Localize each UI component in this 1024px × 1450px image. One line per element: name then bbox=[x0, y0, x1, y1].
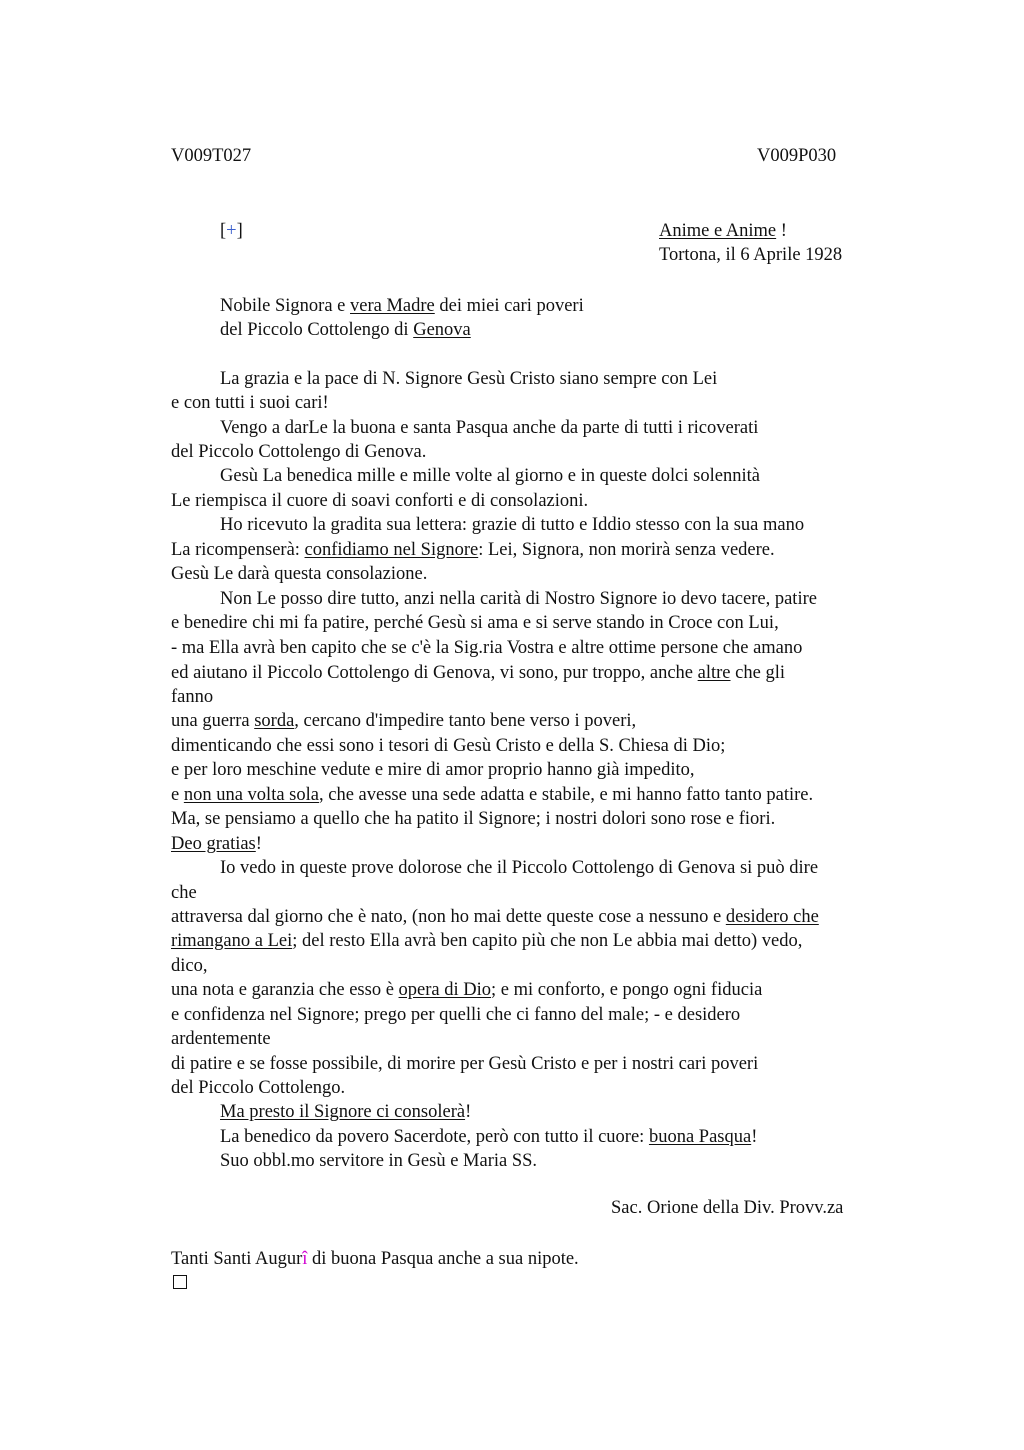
body-line: fanno bbox=[171, 687, 214, 707]
body-line: e non una volta sola, che avesse una sede adatta e stabile, e mi hanno fatto tanto patire. bbox=[171, 785, 814, 805]
postscript: Tanti Santi Augurî di buona Pasqua anche a sua nipote. bbox=[171, 1249, 579, 1269]
body-line: Non Le posso dire tutto, anzi nella carità di Nostro Signore io devo tacere, patire bbox=[220, 589, 817, 609]
marker-open-bracket: [ bbox=[220, 221, 227, 241]
body-line: - ma Ella avrà ben capito che se c'è la Sig.ria Vostra e altre ottime persone che amano bbox=[171, 638, 803, 658]
body-line: Io vedo in queste prove dolorose che il Piccolo Cottolengo di Genova si può dire bbox=[220, 858, 819, 878]
salutation-line-1: Nobile Signora e vera Madre dei miei cari poveri bbox=[220, 296, 584, 316]
signature: Sac. Orione della Div. Provv.za bbox=[611, 1198, 844, 1218]
body-line: Ma presto il Signore ci consolerà! bbox=[220, 1102, 472, 1122]
body-line: una nota e garanzia che esso è opera di Dio; e mi conforto, e pongo ogni fiducia bbox=[171, 980, 763, 1000]
body-line: di patire e se fosse possibile, di morire per Gesù Cristo e per i nostri cari poveri bbox=[171, 1054, 759, 1074]
postscript-mark: î bbox=[302, 1249, 308, 1269]
marker-close-bracket: ] bbox=[236, 221, 243, 241]
body-line: rimangano a Lei; del resto Ella avrà ben capito più che non Le abbia mai detto) vedo, bbox=[171, 931, 803, 951]
body-line: e con tutti i suoi cari! bbox=[171, 393, 329, 413]
plus-icon[interactable]: + bbox=[226, 221, 237, 241]
body-line: una guerra sorda, cercano d'impedire tanto bene verso i poveri, bbox=[171, 711, 637, 731]
body-line: Ma, se pensiamo a quello che ha patito il Signore; i nostri dolori sono rose e fiori. bbox=[171, 809, 776, 829]
letter-title-underlined: Anime e Anime bbox=[659, 221, 777, 241]
body-line: Gesù La benedica mille e mille volte al giorno e in queste dolci solennità bbox=[220, 466, 760, 486]
body-line: Vengo a darLe la buona e santa Pasqua anche da parte di tutti i ricoverati bbox=[220, 418, 759, 438]
letter-title bbox=[659, 221, 787, 242]
expand-marker[interactable] bbox=[220, 221, 243, 242]
body-line: La grazia e la pace di N. Signore Gesù Cristo siano sempre con Lei bbox=[220, 369, 718, 389]
body-line: del Piccolo Cottolengo di Genova. bbox=[171, 442, 427, 462]
body-line: attraversa dal giorno che è nato, (non ho mai dette queste cose a nessuno e desidero che bbox=[171, 907, 819, 927]
place-date: Tortona, il 6 Aprile 1928 bbox=[659, 245, 843, 265]
body-line: La ricompenserà: confidiamo nel Signore: Lei, Signora, non morirà senza vedere. bbox=[171, 540, 775, 560]
body-line: Gesù Le darà questa consolazione. bbox=[171, 564, 428, 584]
checkbox-icon bbox=[173, 1275, 187, 1289]
body-line: e confidenza nel Signore; prego per quelli che ci fanno del male; - e desidero bbox=[171, 1005, 741, 1025]
body-line: Deo gratias! bbox=[171, 834, 262, 854]
body-line: del Piccolo Cottolengo. bbox=[171, 1078, 346, 1098]
body-line: ardentemente bbox=[171, 1029, 271, 1049]
letter-title-suffix: ! bbox=[776, 221, 787, 241]
body-line: che bbox=[171, 883, 197, 903]
body-line: Le riempisca il cuore di soavi conforti e di consolazioni. bbox=[171, 491, 589, 511]
body-line: dico, bbox=[171, 956, 208, 976]
body-line: e per loro meschine vedute e mire di amor proprio hanno già impedito, bbox=[171, 760, 695, 780]
body-line: ed aiutano il Piccolo Cottolengo di Genova, vi sono, pur troppo, anche altre che gli bbox=[171, 663, 785, 683]
body-line: Ho ricevuto la gradita sua lettera: grazie di tutto e Iddio stesso con la sua mano bbox=[220, 515, 805, 535]
document-code-right: V009P030 bbox=[757, 146, 837, 166]
salutation-line-2: del Piccolo Cottolengo di Genova bbox=[220, 320, 471, 340]
document-code-left: V009T027 bbox=[171, 146, 252, 166]
body-line: e benedire chi mi fa patire, perché Gesù si ama e si serve stando in Croce con Lui, bbox=[171, 613, 779, 633]
closing-line: Suo obbl.mo servitore in Gesù e Maria SS. bbox=[220, 1151, 538, 1171]
body-line: La benedico da povero Sacerdote, però con tutto il cuore: buona Pasqua! bbox=[220, 1127, 758, 1147]
body-line: dimenticando che essi sono i tesori di Gesù Cristo e della S. Chiesa di Dio; bbox=[171, 736, 726, 756]
